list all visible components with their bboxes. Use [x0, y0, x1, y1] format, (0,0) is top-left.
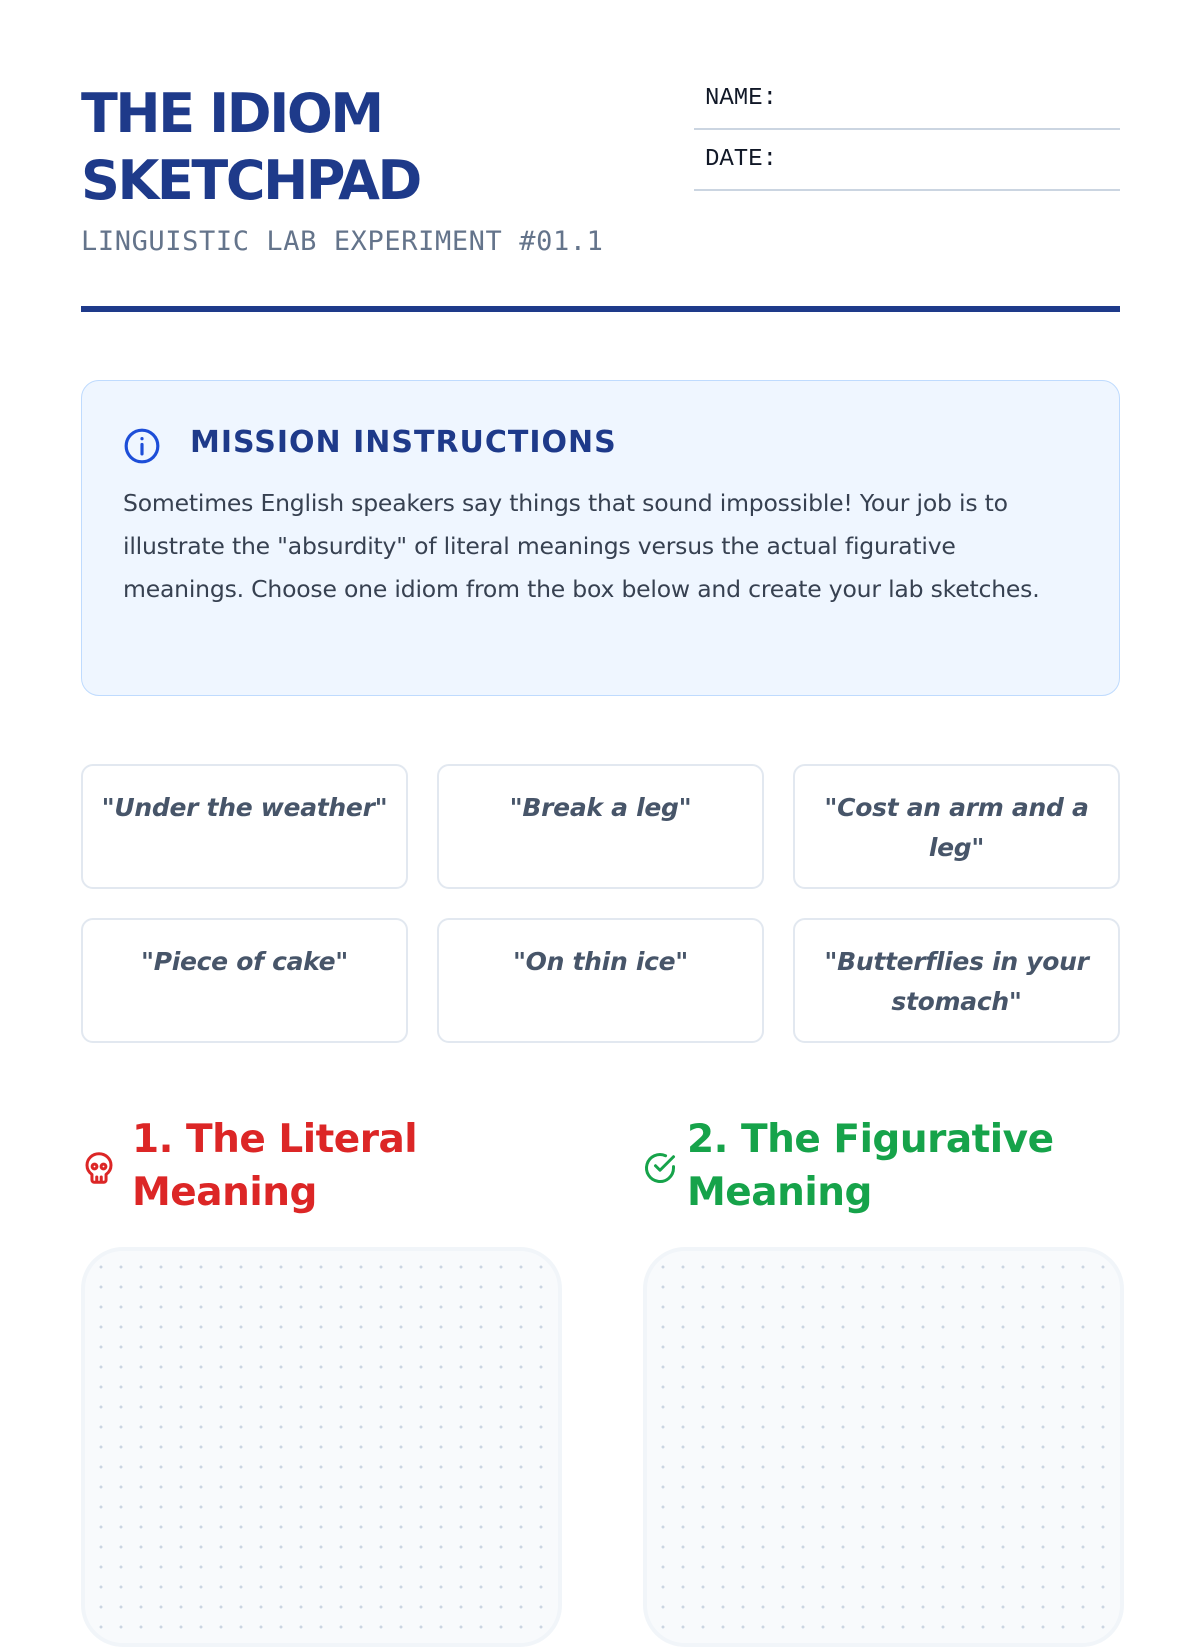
idiom-card[interactable] — [793, 918, 1120, 1043]
figurative-sketch-area[interactable] — [643, 1247, 1124, 1647]
skull-icon — [81, 1150, 117, 1186]
idiom-text: "On thin ice" — [512, 947, 689, 976]
header-divider — [81, 306, 1120, 312]
idiom-text: "Break a leg" — [509, 793, 692, 822]
literal-meaning-title: 1. The Literal Meaning — [132, 1117, 418, 1215]
page-title-line-1: THE IDIOM — [81, 82, 382, 145]
mission-title: MISSION INSTRUCTIONS — [190, 425, 617, 460]
idiom-text: "Cost an arm and a leg" — [824, 793, 1089, 862]
figurative-meaning-title: 2. The Figurative Meaning — [687, 1117, 1054, 1215]
page-title-line-2: SKETCHPAD — [81, 149, 420, 212]
idiom-card[interactable] — [81, 764, 408, 889]
mission-instructions-box — [81, 380, 1120, 696]
date-label: DATE: — [705, 146, 778, 173]
info-icon — [123, 427, 161, 465]
idiom-card[interactable] — [437, 764, 764, 889]
idiom-text: "Under the weather" — [101, 793, 388, 822]
idiom-text: "Piece of cake" — [140, 947, 348, 976]
name-field[interactable] — [694, 80, 1120, 130]
worksheet-page — [81, 0, 1120, 1215]
idiom-card[interactable] — [81, 918, 408, 1043]
literal-sketch-area[interactable] — [81, 1247, 562, 1647]
check-circle-icon — [642, 1150, 678, 1186]
mission-text: Sometimes English speakers say things that sound impossible! Your job is to illustrate the "absurdity" of literal meanings versus the actual figurative meanings. Choose one idiom from the box below and create your lab sketches. — [123, 489, 1040, 603]
name-label: NAME: — [705, 85, 778, 112]
idiom-text: "Butterflies in your stomach" — [824, 947, 1089, 1016]
date-field[interactable] — [694, 141, 1120, 191]
worksheet-header — [81, 0, 1120, 316]
idiom-card[interactable] — [793, 764, 1120, 889]
idiom-card[interactable] — [437, 918, 764, 1043]
page-subtitle: LINGUISTIC LAB EXPERIMENT #01.1 — [81, 226, 604, 257]
